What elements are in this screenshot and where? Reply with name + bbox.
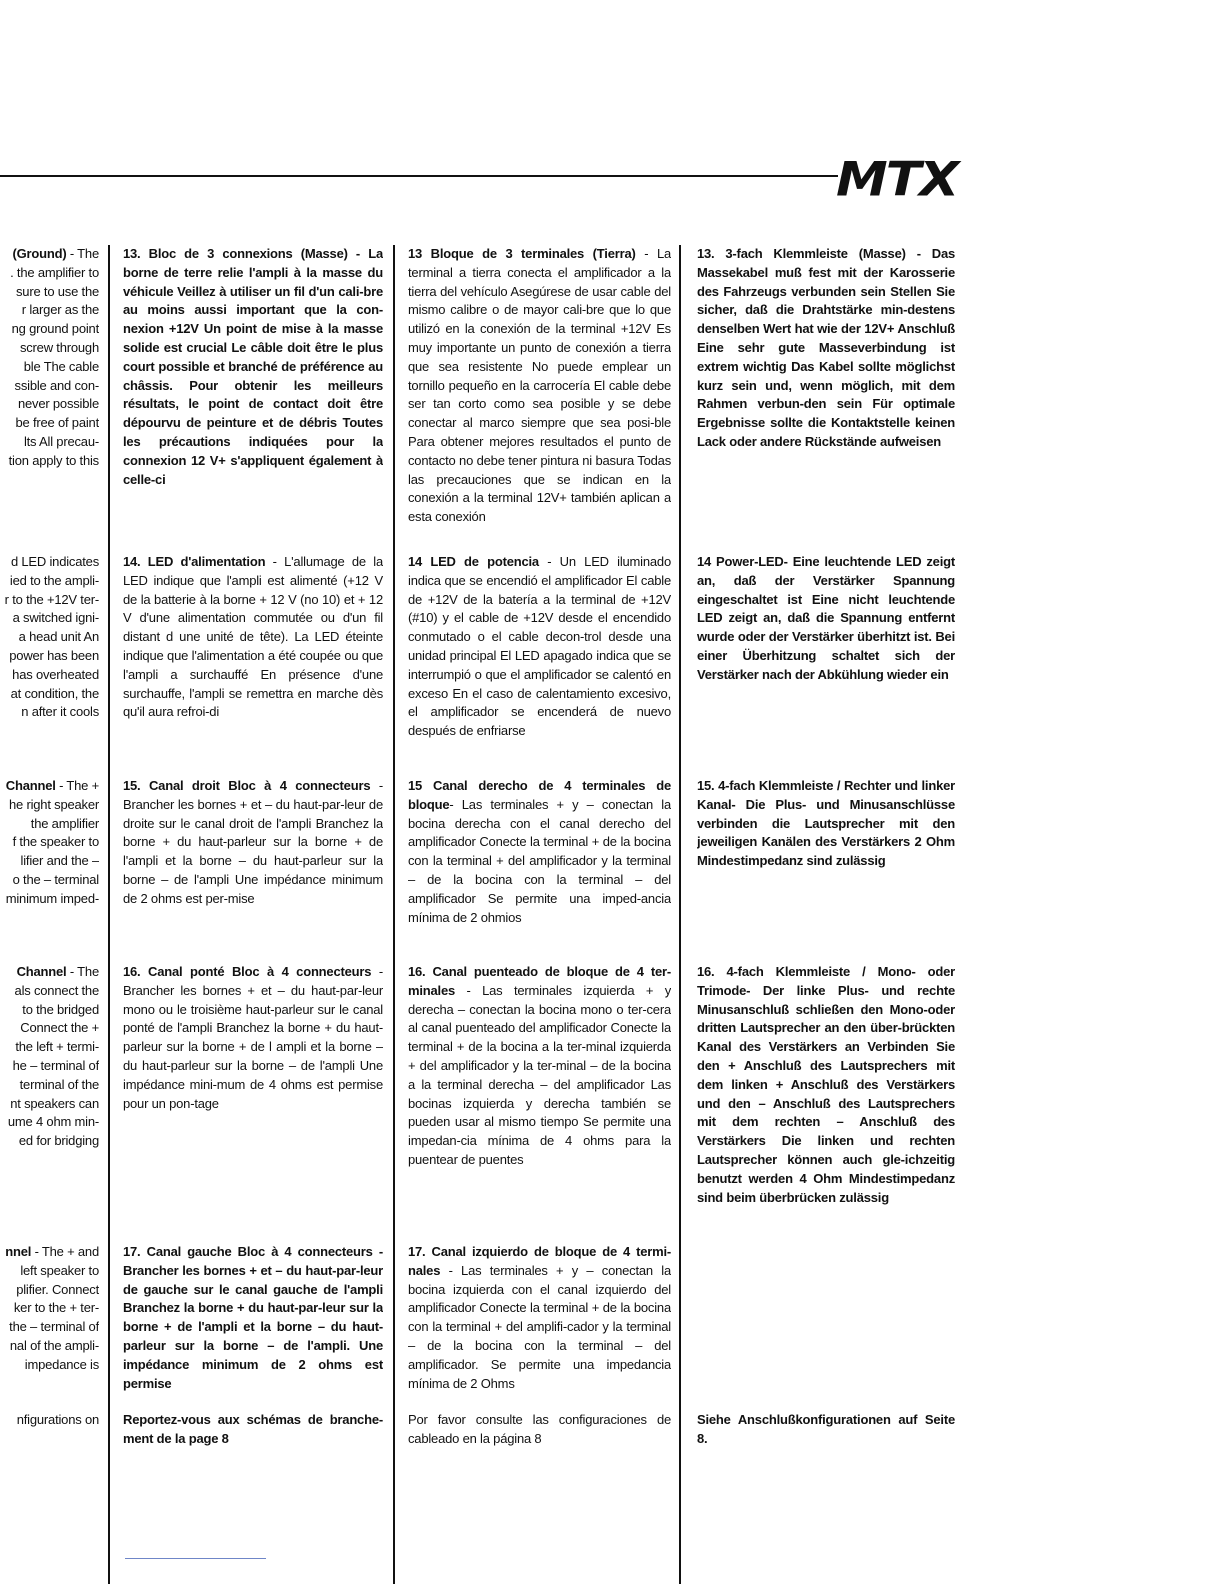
section-14-de: 14 Power-LED- Eine leuchtende LED zeigt an, daß der Verstärker Spannung eingeschaltet ist Eine nicht leuchtende LED zeigt an, daß die Spannung entfernt wurde oder der Verstärker überhitzt ist. Bei einer Überhitzung schaltet sich der Verstärker nach der Abkühlung wieder ein xyxy=(697,554,955,682)
section-14-en: d LED indicates ied to the ampli- r to the +12V ter- a switched igni- a head unit An power has been has overheated at condition, the n after it cools xyxy=(4,554,99,720)
section-16-en: Channel - The als connect the to the bridged Connect the + the left + termi- he – terminal of terminal of the nt speakers can ume 4 ohm min- ed for bridging xyxy=(7,964,99,1149)
section-17-en: nnel - The + and left speaker to plifier. Connect ker to the + ter- the – terminal of nal of the ampli- impedance is xyxy=(5,1244,99,1372)
wiring-note-fr: Reportez-vous aux schémas de branche-ment de la page 8 xyxy=(123,1412,383,1446)
column-divider xyxy=(393,245,395,1584)
brand-logo: MTX xyxy=(836,153,958,207)
section-13-fr: 13. Bloc de 3 connexions (Masse) - La borne de terre relie l'ampli à la masse du véhicule Veillez à utiliser un fil d'un cali-bre au moins aussi important que la con-nexion +12V Un point de mise à la masse solide est crucial Le câble doit être le plus court possible et branché de préférence au châssis. Pour obtenir les meilleurs résultats, le point de contact doit être dépourvu de peinture et de débris Toutes les précautions indiquées pour la connexion 12 V+ s'appliquent également à celle-ci xyxy=(123,246,383,487)
section-15-fr: 15. Canal droit Bloc à 4 connecteurs - Brancher les bornes + et – du haut-par-leur de droite sur le canal droit de l'ampli Branchez la borne + du haut-parleur sur la borne + de l'ampli et la borne – du haut-parleur sur la borne – de l'ampli Une impédance minimum de 2 ohms est per-mise xyxy=(123,778,383,906)
section-13-es: 13 Bloque de 3 terminales (Tierra) - La terminal a tierra conecta el amplificador a la tierra del vehículo Asegúrese de usar cable del mismo calibre o de mayor cali-bre que lo que utilizó en la conexión de la terminal +12V Es muy importante un punto de conexión a tierra que sea resistente No puede emplear un tornillo pequeño en la carrocería El cable debe ser tan corto como sea posible y se debe conectar al marco siempre que sea posi-ble Para obtener mejores resultados el punto de contacto no debe tener pintura ni basura Todas las precauciones que se indican en la conexión a la terminal 12V+ también aplican a esta conexión xyxy=(408,246,671,525)
section-17-fr: 17. Canal gauche Bloc à 4 connecteurs - Brancher les bornes + et – du haut-par-leur de gauche sur le canal gauche de l'ampli Branchez la borne + du haut-par-leur sur la borne + de l'ampli et la borne – du haut-parleur sur la borne – de l'ampli. Une impédance minimum de 2 ohms est permise xyxy=(123,1244,383,1391)
column-german xyxy=(697,245,955,1584)
section-16-de: 16. 4-fach Klemmleiste / Mono- oder Trimode- Der linke Plus- und rechte Minusanschluß schließen den Mono-oder dritten Lautsprecher an den über-brückten Kanal des Verstärkers an Verbinden Sie den + Anschluß des Lautsprechers mit dem linken + Anschluß des Verstärkers und den – Anschluß des Lautsprechers mit dem rechten – Anschluß des Verstärkers Die linken und rechten Lautsprecher können auch gle-ichzeitig benutzt werden 4 Ohm Mindestimpedanz sind beim überbrücken zulässig xyxy=(697,964,955,1205)
section-15-de: 15. 4-fach Klemmleiste / Rechter und linker Kanal- Die Plus- und Minusanschlüsse verbinden die Lautsprecher mit den jeweiligen Kanälen des Verstärkers 2 Ohm Mindestimpedanz sind zulässig xyxy=(697,778,955,869)
section-16-fr: 16. Canal ponté Bloc à 4 connecteurs - Brancher les bornes + et – du haut-par-leur mono ou le troisième haut-parleur sur le canal ponté de l'ampli Branchez la borne + du haut-parleur sur la borne + de l ampli et la borne – du haut-parleur sur la borne – de l'ampli Une impédance mini-mum de 4 ohms est permise pour un pon-tage xyxy=(123,964,383,1111)
column-divider xyxy=(679,245,681,1584)
section-14-fr: 14. LED d'alimentation - L'allumage de la LED indique que l'ampli est alimenté (+12 V de la batterie à la borne + 12 V (no 10) et + 12 V d'une alimentation commutée ou d'un fil distant d une unité de tête). La LED éteinte indique que l'alimentation a été coupée ou que l'ampli a surchauffé En présence d'une surchauffe, l'ampli se remettra en marche dès qu'il aura refroi-di xyxy=(123,554,383,720)
column-french xyxy=(123,245,383,1584)
section-15-es: 15 Canal derecho de 4 terminales de bloque- Las terminales + y – conectan la bocina derecha con el canal derecho del amplificador Conecte la terminal + de la bocina con la terminal + del amplificador y la terminal – de la bocina con la terminal – del amplificador Se permite una imped-ancia mínima de 2 ohmios xyxy=(408,778,671,925)
section-16-es: 16. Canal puenteado de bloque de 4 ter-minales - Las terminales izquierda + y derecha – conectan la bocina mono o ter-cera al canal puenteado del amplificador Conecte la terminal + de la bocina a la ter-minal izquierda + del amplificador y la ter-minal – de la bocina a la terminal derecha – del amplificador Las bocinas izquierda y derecha también se pueden usar al mismo tiempo Se permite una impedan-cia mínima de 4 ohms para la puentear de puentes xyxy=(408,964,671,1167)
wiring-note-de: Siehe Anschlußkonfigurationen auf Seite 8. xyxy=(697,1412,955,1446)
wiring-note-es: Por favor consulte las configuraciones de cableado en la página 8 xyxy=(408,1412,671,1446)
section-13-de: 13. 3-fach Klemmleiste (Masse) - Das Massekabel muß fest mit der Karosserie des Fahrzeugs verbunden sein Stellen Sie sicher, daß die Drahtstärke min-destens denselben Wert hat wie der 12V+ Anschluß Eine sehr gute Masseverbindung ist extrem wichtig Das Kabel sollte möglichst kurz sein und, wenn möglich, mit dem Rahmen verbun-den sein Für optimale Ergebnisse sollte die Kontaktstelle keinen Lack oder andere Rückstände aufweisen xyxy=(697,246,955,449)
section-17-es: 17. Canal izquierdo de bloque de 4 termi-nales - Las terminales + y – conectan la bocina izquierda con el canal izquierdo del amplificador Conecte la terminal + de la bocina con la terminal + del amplifi-cador y la terminal – de la bocina con la terminal – del amplificador. Se permite una impedancia mínima de 2 Ohms xyxy=(408,1244,671,1391)
wiring-note-en: nfigurations on xyxy=(16,1412,99,1427)
section-15-en: Channel - The + he right speaker the amplifier f the speaker to lifier and the – o the – terminal minimum imped- xyxy=(5,778,99,906)
section-13-en: (Ground) - The . the amplifier to sure to use the r larger as the ng ground point screw through ble The cable ssible and con- never possible be free of paint lts All precau- tion apply to this xyxy=(8,246,99,468)
section-14-es: 14 LED de potencia - Un LED iluminado indica que se encendió el amplificador El cable de +12V de la batería a la terminal de +12V (#10) y el cable de +12V desde el encendido conmutado o el cable decon-trol desde una unidad principal El LED apagado indica que se interrumpió o que el amplificador se calentó en exceso En el caso de calentamiento excesivo, el amplificador se encenderá de nuevo después de enfriarse xyxy=(408,554,671,739)
column-spanish xyxy=(408,245,671,1584)
column-english xyxy=(0,245,99,1584)
column-divider xyxy=(108,245,110,1584)
header-rule xyxy=(0,175,838,177)
